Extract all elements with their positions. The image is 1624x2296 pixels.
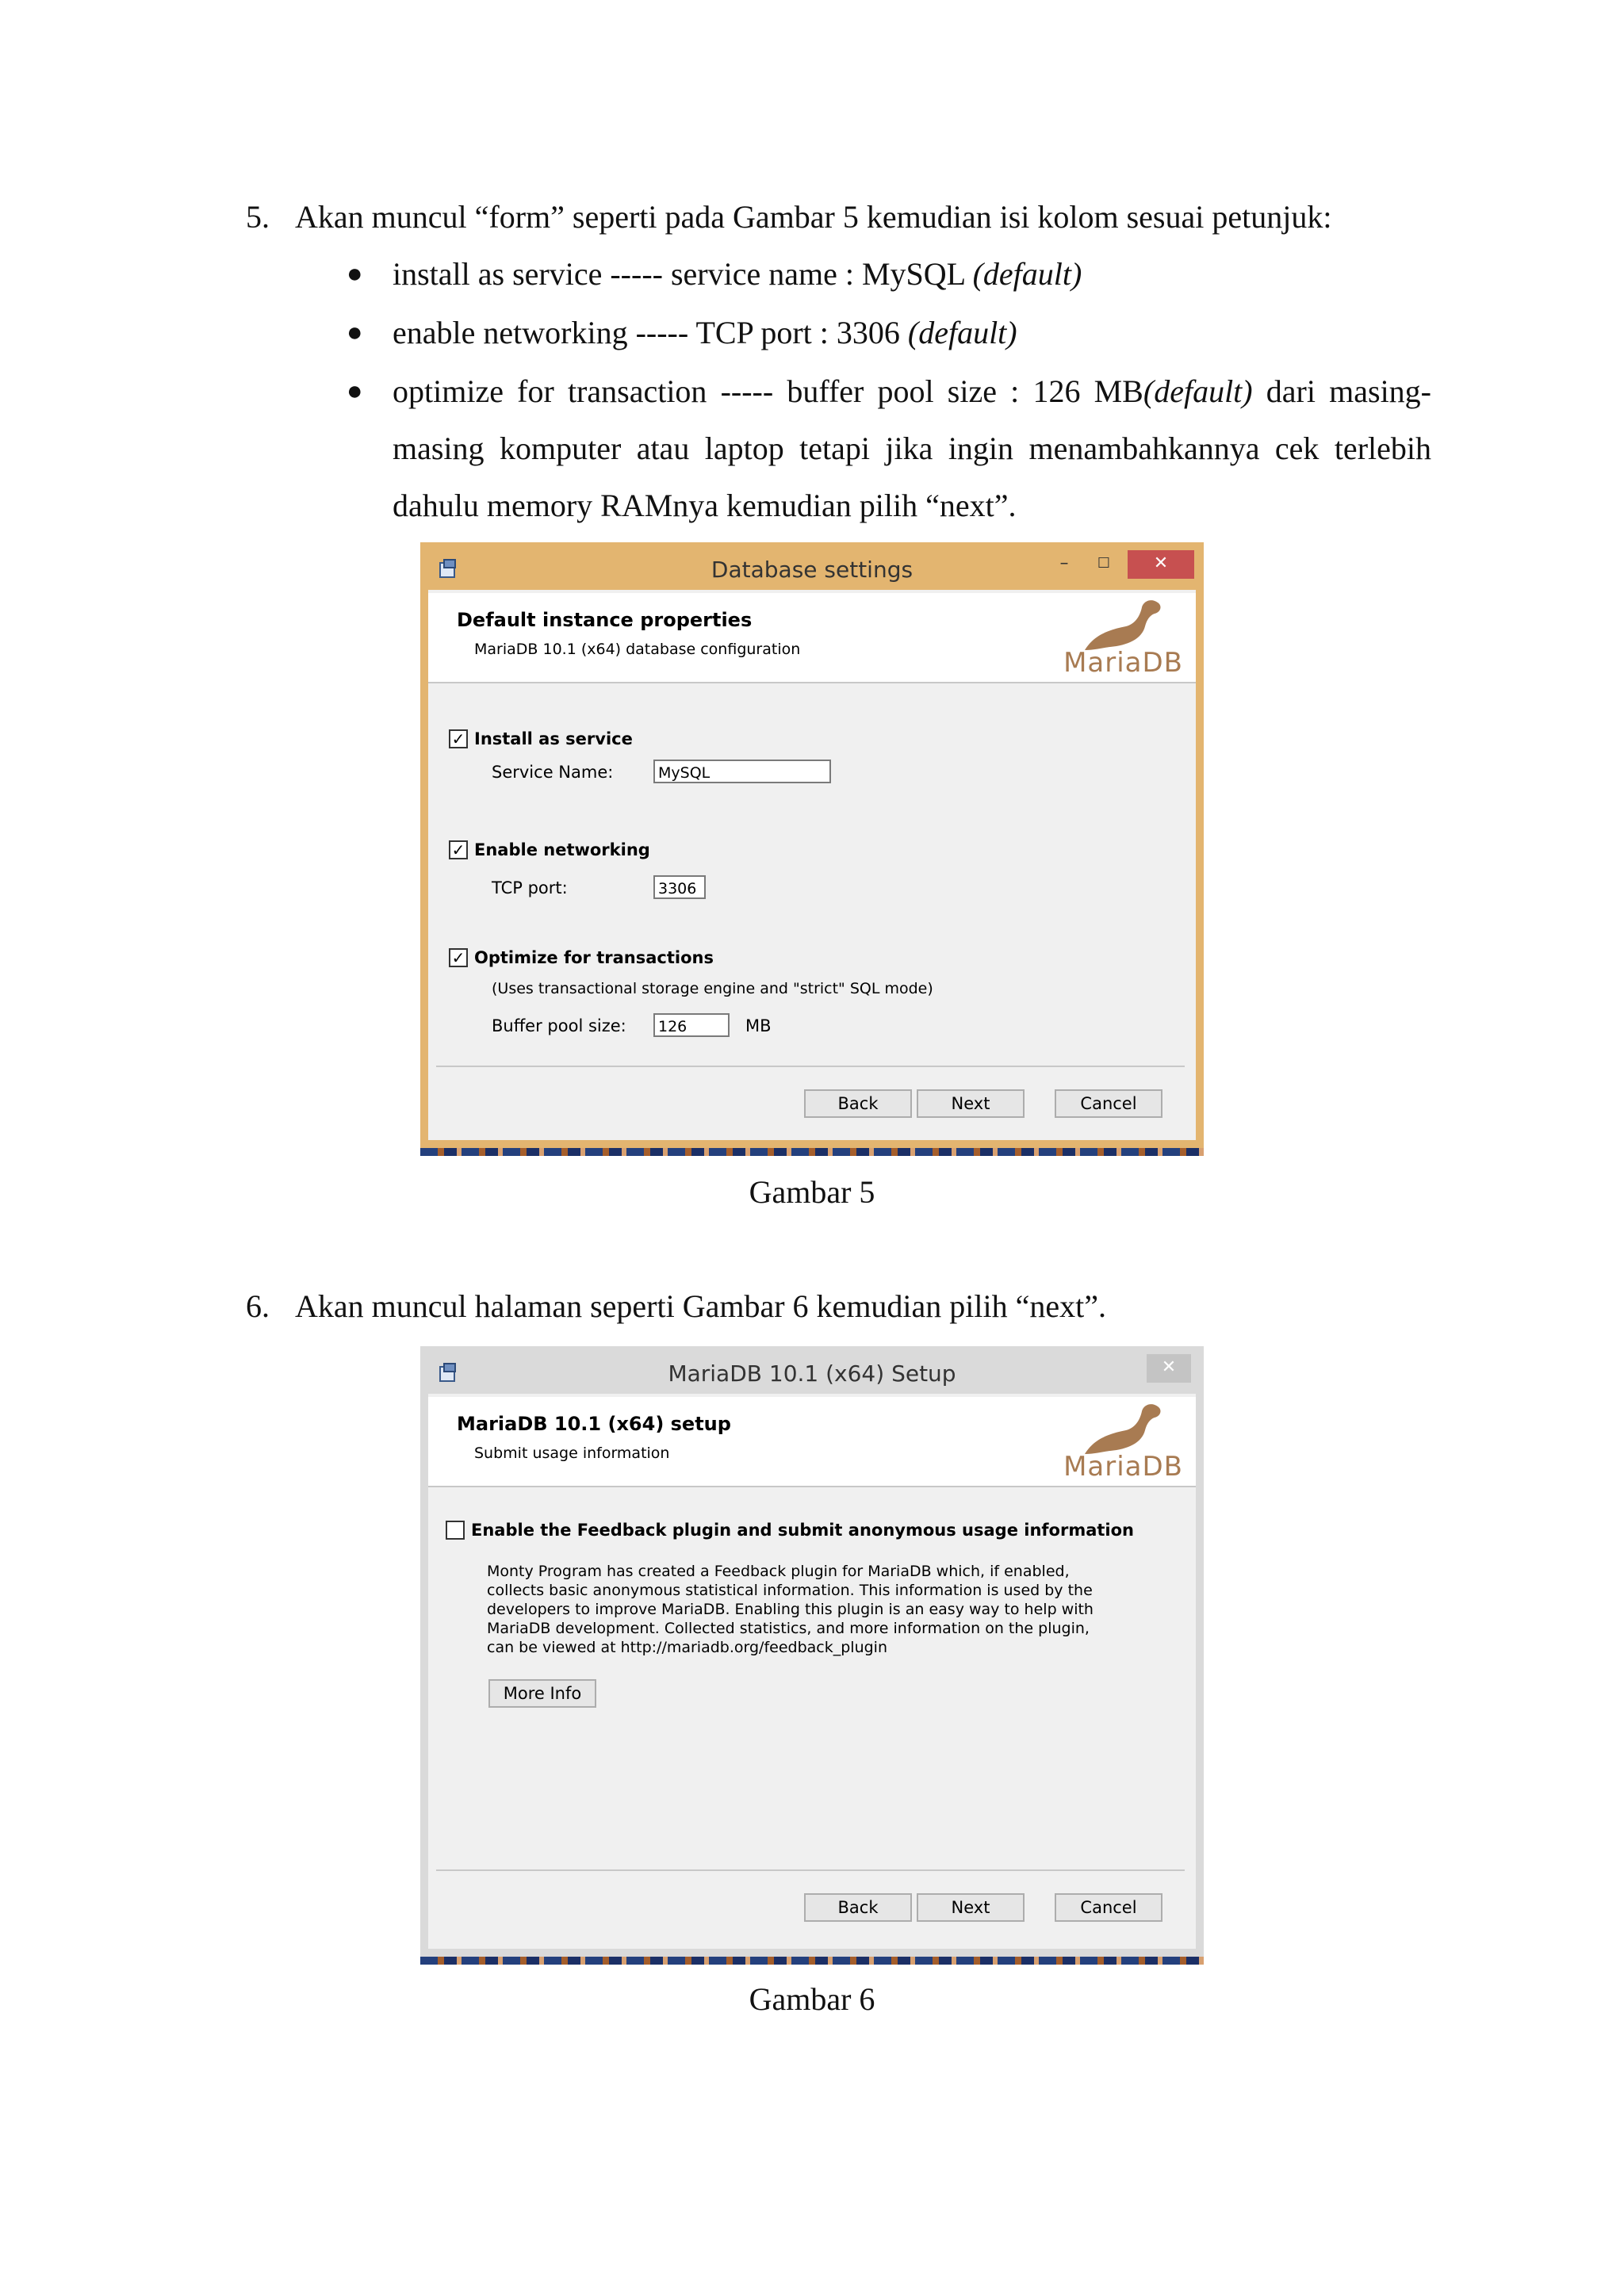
buffer-pool-unit: MB [745, 1016, 772, 1035]
close-button[interactable]: ✕ [1128, 550, 1194, 579]
buffer-pool-label: Buffer pool size: [492, 1016, 626, 1035]
tcp-port-input[interactable]: 3306 [653, 875, 706, 899]
minimize-button[interactable]: – [1059, 553, 1069, 573]
next-button[interactable]: Next [917, 1089, 1025, 1118]
mariadb-logo: MariaDB [1064, 596, 1183, 679]
dialog-header [428, 1397, 1196, 1487]
title-bar [428, 1354, 1196, 1394]
install-service-checkbox[interactable]: ✓ [449, 729, 468, 748]
title-bar [428, 550, 1196, 590]
mariadb-setup-window [420, 1346, 1204, 1957]
tcp-port-label: TCP port: [492, 878, 568, 897]
buffer-pool-input[interactable]: 126 [653, 1013, 730, 1037]
back-button[interactable]: Back [804, 1089, 912, 1118]
bullet-icon: ● [347, 318, 363, 347]
step-number: 6. [246, 1288, 270, 1324]
seal-icon [1078, 598, 1166, 653]
feedback-checkbox[interactable] [446, 1521, 465, 1540]
mariadb-logo: MariaDB [1064, 1400, 1183, 1483]
feedback-description: Monty Program has created a Feedback plugin for MariaDB which, if enabled, collects basic anonymous statistical information. This information is used by the developers to improve MariaDB. Enabling this plugin is an easy way to help with MariaDB development. Collected statistics, and more information on the plugin, can be viewed at http://mariadb.org/feedback_plugin [487, 1563, 1094, 1656]
figure-6 [420, 1346, 1204, 1965]
back-button[interactable]: Back [804, 1893, 912, 1922]
step-number: 5. [246, 199, 270, 235]
caption-gambar-5: Gambar 5 [749, 1174, 875, 1210]
cancel-button[interactable]: Cancel [1055, 1089, 1162, 1118]
database-settings-window [420, 542, 1204, 1148]
feedback-label: Enable the Feedback plugin and submit anonymous usage information [471, 1521, 1134, 1540]
close-button[interactable]: ✕ [1147, 1354, 1191, 1383]
figure-5 [420, 542, 1204, 1156]
seal-icon [1078, 1402, 1166, 1457]
service-name-input[interactable]: MySQL [653, 760, 831, 783]
step-intro: Akan muncul “form” seperti pada Gambar 5 kemudian isi kolom sesuai petunjuk: [295, 199, 1332, 235]
optimize-label: Optimize for transactions [474, 948, 714, 967]
header-title: MariaDB 10.1 (x64) setup [457, 1413, 731, 1435]
window-title: MariaDB 10.1 (x64) Setup [668, 1360, 956, 1387]
optimize-note: (Uses transactional storage engine and "strict" SQL mode) [492, 980, 933, 997]
bullet-item: ● optimize for transaction ----- buffer pool size : 126 MB(default) dari masing-masing komputer atau laptop tetapi jika ingin menambahkannya cek terlebih dahulu memory RAMnya kemudian pilih “next”. [393, 363, 1431, 534]
service-name-label: Service Name: [492, 763, 614, 782]
optimize-checkbox[interactable]: ✓ [449, 948, 468, 967]
window-title: Database settings [710, 557, 914, 583]
install-service-label: Install as service [474, 729, 633, 748]
more-info-button[interactable]: More Info [488, 1679, 596, 1708]
cancel-button[interactable]: Cancel [1055, 1893, 1162, 1922]
caption-gambar-6: Gambar 6 [749, 1981, 875, 2017]
header-subtitle: MariaDB 10.1 (x64) database configuration [474, 641, 801, 658]
enable-networking-checkbox[interactable]: ✓ [449, 840, 468, 859]
next-button[interactable]: Next [917, 1893, 1025, 1922]
header-subtitle: Submit usage information [474, 1445, 670, 1462]
bullet-item: ● enable networking ----- TCP port : 3306 (default) [393, 304, 1431, 362]
maximize-button[interactable]: ☐ [1097, 555, 1111, 572]
divider [436, 1066, 1185, 1067]
dialog-header [428, 593, 1196, 683]
header-title: Default instance properties [457, 609, 753, 631]
bullet-item: ● install as service ----- service name : MySQL (default) [393, 246, 1431, 303]
bullet-icon: ● [347, 377, 363, 406]
bullet-icon: ● [347, 259, 363, 289]
enable-networking-label: Enable networking [474, 840, 650, 859]
divider [436, 1869, 1185, 1871]
step-intro: Akan muncul halaman seperti Gambar 6 kemudian pilih “next”. [295, 1288, 1107, 1324]
